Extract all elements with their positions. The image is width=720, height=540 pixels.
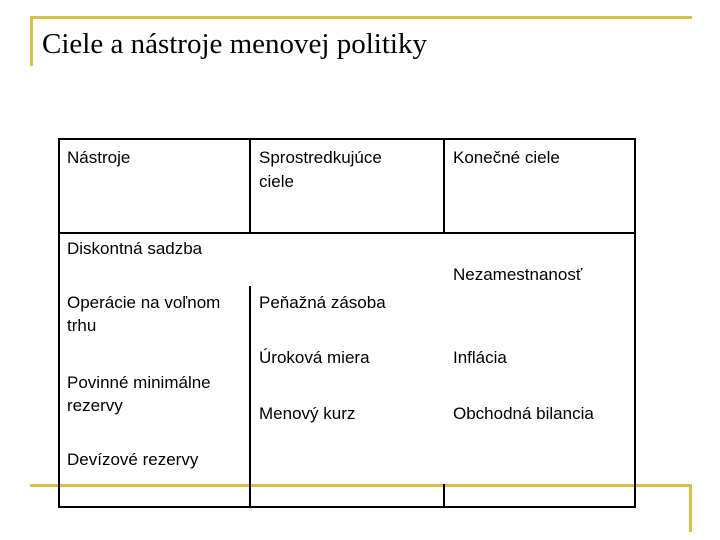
table-divider-col1	[249, 138, 251, 232]
accent-line-left	[30, 16, 33, 66]
instrument-reserves-line2: rezervy	[67, 396, 123, 415]
table-divider-col2	[443, 138, 445, 232]
instrument-fx-reserves: Devízové rezervy	[67, 450, 199, 469]
accent-line-right	[689, 484, 692, 532]
instrument-discount-rate: Diskontná sadzba	[67, 239, 203, 258]
final-unemployment: Nezamestnanosť	[453, 265, 583, 284]
slide-title: Ciele a nástroje menovej politiky	[42, 28, 427, 60]
header-intermediate-goals-line2: ciele	[259, 172, 294, 191]
intermediate-exchange-rate: Menový kurz	[259, 404, 356, 423]
instrument-open-market-line2: trhu	[67, 316, 97, 335]
accent-line-top	[30, 16, 692, 19]
table-divider-col2-lower	[443, 484, 445, 508]
final-inflation: Inflácia	[453, 348, 507, 367]
final-trade-balance: Obchodná bilancia	[453, 404, 594, 423]
table-header-divider	[58, 232, 636, 234]
intermediate-interest-rate: Úroková miera	[259, 348, 370, 367]
intermediate-money-supply: Peňažná zásoba	[259, 293, 386, 312]
header-intermediate-goals-line1: Sprostredkujúce	[259, 148, 382, 167]
table-divider-col1-lower	[249, 286, 251, 508]
instrument-reserves-line1: Povinné minimálne	[67, 373, 211, 392]
instrument-open-market-line1: Operácie na voľnom	[67, 293, 221, 312]
header-final-goals: Konečné ciele	[453, 148, 560, 167]
header-instruments: Nástroje	[67, 148, 131, 167]
